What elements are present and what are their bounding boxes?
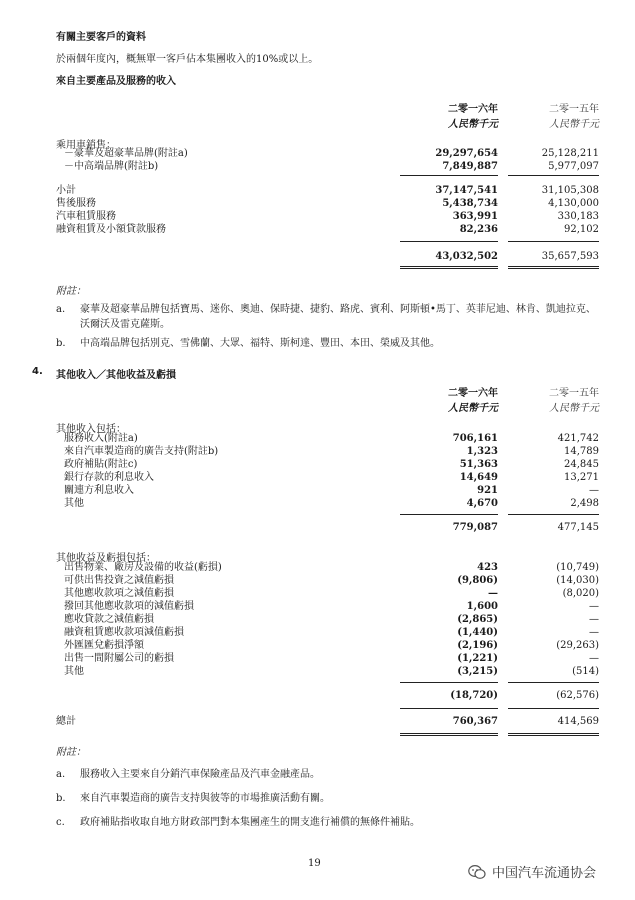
- other-income-label: 其他收入包括：: [56, 424, 126, 435]
- table-row: －中高端品牌(附註b) 7,849,887 5,977,097: [64, 161, 599, 172]
- grand-total-row: 總計 760,367 414,569: [56, 716, 599, 727]
- divider: [400, 735, 498, 736]
- table-row: 銀行存款的利息收入 14,649 13,271: [64, 472, 599, 483]
- customers-heading: 有關主要客戶的資料: [56, 32, 146, 43]
- note-letter: b.: [56, 338, 66, 349]
- table-row: 服務收入(附註a) 706,161 421,742: [64, 433, 599, 444]
- divider: [400, 733, 498, 734]
- divider: [508, 241, 599, 242]
- note-letter: a.: [56, 769, 66, 780]
- table-row: 汽車租賃服務 363,991 330,183: [56, 211, 599, 222]
- income-subtotal-row: 779,087 477,145: [452, 522, 599, 533]
- table-row: 出售一間附屬公司的虧損 (1,221) —: [64, 653, 599, 664]
- section4-col-2015-header: 二零一五年 人民幣千元: [549, 388, 599, 414]
- divider: [400, 241, 498, 242]
- chat-bubble-icon: [468, 864, 486, 880]
- section4-note-c: 政府補貼指收取自地方財政部門對本集團產生的開支進行補償的無條件補貼。: [80, 817, 420, 828]
- table-row: 其他 (3,215) (514): [64, 666, 599, 677]
- note-letter: c.: [56, 817, 65, 828]
- section-number: 4.: [32, 366, 43, 377]
- table-row: 出售物業、廠房及設備的收益(虧損) 423 (10,749): [64, 562, 599, 573]
- divider: [508, 175, 599, 176]
- gains-label: 其他收益及虧損包括：: [56, 553, 156, 564]
- divider: [508, 268, 599, 269]
- section-title: 其他收入／其他收益及虧損: [56, 370, 176, 381]
- car-sales-label: 乘用車銷售：: [56, 140, 116, 151]
- divider: [508, 735, 599, 736]
- table-row: 可供出售投資之減值虧損 (9,806) (14,030): [64, 575, 599, 586]
- table-row: 來自汽車製造商的廣告支持(附註b) 1,323 14,789: [64, 446, 599, 457]
- gains-subtotal-row: (18,720) (62,576): [450, 690, 599, 701]
- table-row: 融資租賃應收款項減值虧損 (1,440) —: [64, 627, 599, 638]
- divider: [508, 733, 599, 734]
- table-row: 政府補貼(附註c) 51,363 24,845: [64, 459, 599, 470]
- divider: [400, 708, 498, 709]
- table-row: 小計 37,147,541 31,105,308: [56, 185, 599, 196]
- note-letter: a.: [56, 304, 66, 315]
- section4-col-2016-header: 二零一六年 人民幣千元: [448, 388, 498, 414]
- watermark-text: 中国汽车流通协会: [492, 866, 597, 881]
- table-row: 其他 4,670 2,498: [64, 498, 599, 509]
- revenue-col-2016-header: 二零一六年 人民幣千元: [448, 104, 498, 130]
- section4-notes-title: 附註：: [56, 747, 86, 758]
- table-row: 融資租賃及小額貸款服務 82,236 92,102: [56, 224, 599, 235]
- revenue-heading: 來自主要產品及服務的收入: [56, 76, 176, 87]
- note-letter: b.: [56, 793, 66, 804]
- section4-note-a: 服務收入主要來自分銷汽車保險產品及汽車金融產品。: [80, 769, 320, 780]
- divider: [508, 708, 599, 709]
- divider: [400, 682, 498, 683]
- table-row: 撥回其他應收款項的減值虧損 1,600 —: [64, 601, 599, 612]
- page-number: 19: [308, 858, 321, 869]
- table-row: 外匯匯兌虧損淨額 (2,196) (29,263): [64, 640, 599, 651]
- table-row: 應收貸款之減值虧損 (2,865) —: [64, 614, 599, 625]
- watermark: [468, 862, 596, 881]
- divider: [508, 682, 599, 683]
- divider: [508, 514, 599, 515]
- table-row: 其他應收款項之減值虧損 — (8,020): [64, 588, 599, 599]
- revenue-note-b: 中高端品牌包括別克、雪佛蘭、大眾、福特、斯柯達、豐田、本田、榮威及其他。: [80, 338, 440, 349]
- revenue-notes-title: 附註：: [56, 286, 86, 297]
- customers-text: 於兩個年度內，概無單一客戶佔本集團收入的10%或以上。: [56, 54, 319, 65]
- divider: [400, 268, 498, 269]
- table-row: 關連方利息收入 921 —: [64, 485, 599, 496]
- revenue-note-a: 豪華及超豪華品牌包括寶馬、迷你、奧迪、保時捷、捷豹、路虎、賓利、阿斯頓•馬丁、英菲尼迪、林肯、凱迪拉克、沃爾沃及雷克薩斯。: [80, 304, 596, 330]
- table-row: －豪華及超豪華品牌(附註a) 29,297,654 25,128,211: [64, 148, 599, 159]
- divider: [400, 175, 498, 176]
- section4-note-b: 來自汽車製造商的廣告支持與彼等的市場推廣活動有關。: [80, 793, 330, 804]
- divider: [400, 514, 498, 515]
- revenue-total-row: 43,032,502 35,657,593: [435, 251, 599, 262]
- table-row: 售後服務 5,438,734 4,130,000: [56, 198, 599, 209]
- revenue-col-2015-header: 二零一五年 人民幣千元: [549, 104, 599, 130]
- divider: [508, 266, 599, 267]
- divider: [400, 266, 498, 267]
